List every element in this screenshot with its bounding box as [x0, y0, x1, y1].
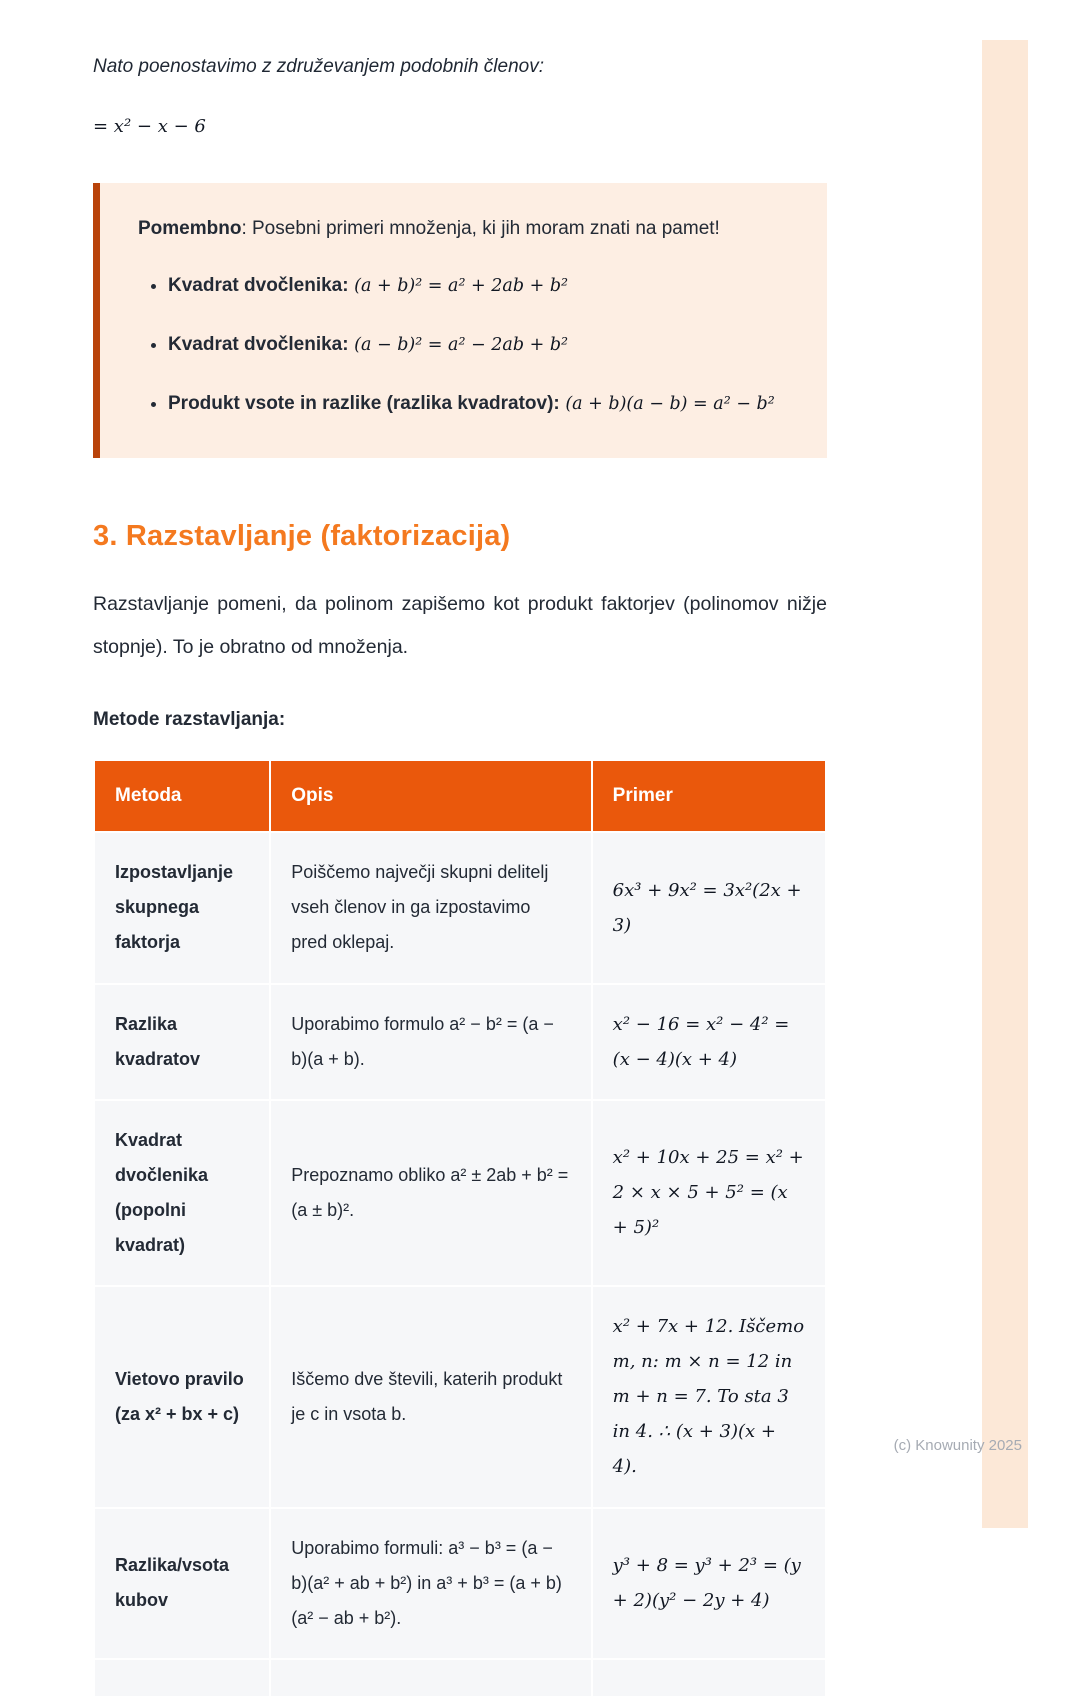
cell-metoda: Vietovo pravilo (za x² + bx + c) — [95, 1287, 269, 1506]
callout-title-text: : Posebni primeri množenja, ki jih moram znati na pamet! — [241, 218, 720, 239]
cell-opis: Uporabimo formuli: a³ − b³ = (a − b)(a² + ab + b²) in a³ + b³ = (a + b)(a² − ab + b²). — [271, 1509, 590, 1658]
callout-title-label: Pomembno — [138, 218, 242, 239]
methods-subheading: Metode razstavljanja: — [93, 709, 286, 731]
table-row — [95, 1287, 825, 1506]
cell-primer — [593, 1660, 825, 1696]
table-row — [95, 1101, 825, 1285]
bullet-formula: (a + b)² = a² + 2ab + b² — [348, 276, 569, 297]
bullet-formula: (a + b)(a − b) = a² − b² — [559, 394, 775, 415]
cell-opis: Poiščemo največji skupni delitelj vseh členov in ga izpostavimo pred oklepaj. — [271, 833, 590, 982]
callout-bullet — [168, 267, 789, 304]
table-row — [95, 833, 825, 982]
bullet-label: Kvadrat dvočlenika: — [168, 334, 349, 356]
bullet-formula: (a − b)² = a² − 2ab + b² — [348, 335, 569, 356]
document-page — [93, 0, 827, 1698]
important-callout — [93, 183, 827, 458]
section-paragraph: Razstavljanje pomeni, da polinom zapišemo kot produkt faktorjev (polinomov nižje stopnje). To je obratno od množenja. — [93, 593, 827, 659]
table-row — [95, 1509, 825, 1658]
table-row-partial — [95, 1660, 825, 1696]
cell-opis: Uporabimo formulo a² − b² = (a − b)(a + b). — [271, 985, 590, 1099]
cell-metoda: Izpostavljanje skupnega faktorja — [95, 833, 269, 982]
table-header-row — [95, 761, 825, 831]
intro-text: Nato poenostavimo z združevanjem podobnih členov: — [93, 56, 544, 77]
column-header-opis: Opis — [271, 761, 590, 831]
cell-metoda: Razlika kvadratov — [95, 985, 269, 1099]
cell-opis: Prepoznamo obliko a² ± 2ab + b² = (a ± b)². — [271, 1101, 590, 1285]
cell-primer: 6x³ + 9x² = 3x²(2x + 3) — [593, 833, 825, 982]
math-formula: = x² − x − 6 — [93, 116, 206, 137]
callout-bullet — [168, 326, 789, 363]
bullet-label: Produkt vsote in razlike (razlika kvadratov): — [168, 393, 560, 415]
callout-list — [138, 267, 789, 422]
cell-metoda: Kvadrat dvočlenika (popolni kvadrat) — [95, 1101, 269, 1285]
copyright-text: (c) Knowunity 2025 — [893, 1437, 1022, 1454]
cell-primer: y³ + 8 = y³ + 2³ = (y + 2)(y² − 2y + 4) — [593, 1509, 825, 1658]
cell-primer: x² + 7x + 12. Iščemo m, n: m × n = 12 in m + n = 7. To sta 3 in 4. ∴ (x + 3)(x + 4). — [593, 1287, 825, 1506]
bullet-label: Kvadrat dvočlenika: — [168, 275, 349, 297]
table-row — [95, 985, 825, 1099]
methods-table — [93, 759, 827, 1698]
callout-title — [138, 213, 789, 245]
right-sidebar-strip — [982, 40, 1028, 1528]
cell-primer: x² − 16 = x² − 4² = (x − 4)(x + 4) — [593, 985, 825, 1099]
cell-metoda — [95, 1660, 269, 1696]
column-header-primer: Primer — [593, 761, 825, 831]
cell-opis: Iščemo dve števili, katerih produkt je c in vsota b. — [271, 1287, 590, 1506]
section-heading: 3. Razstavljanje (faktorizacija) — [93, 520, 511, 553]
cell-opis — [271, 1660, 590, 1696]
column-header-metoda: Metoda — [95, 761, 269, 831]
cell-primer: x² + 10x + 25 = x² + 2 × x × 5 + 5² = (x + 5)² — [593, 1101, 825, 1285]
callout-bullet — [168, 385, 789, 422]
cell-metoda: Razlika/vsota kubov — [95, 1509, 269, 1658]
